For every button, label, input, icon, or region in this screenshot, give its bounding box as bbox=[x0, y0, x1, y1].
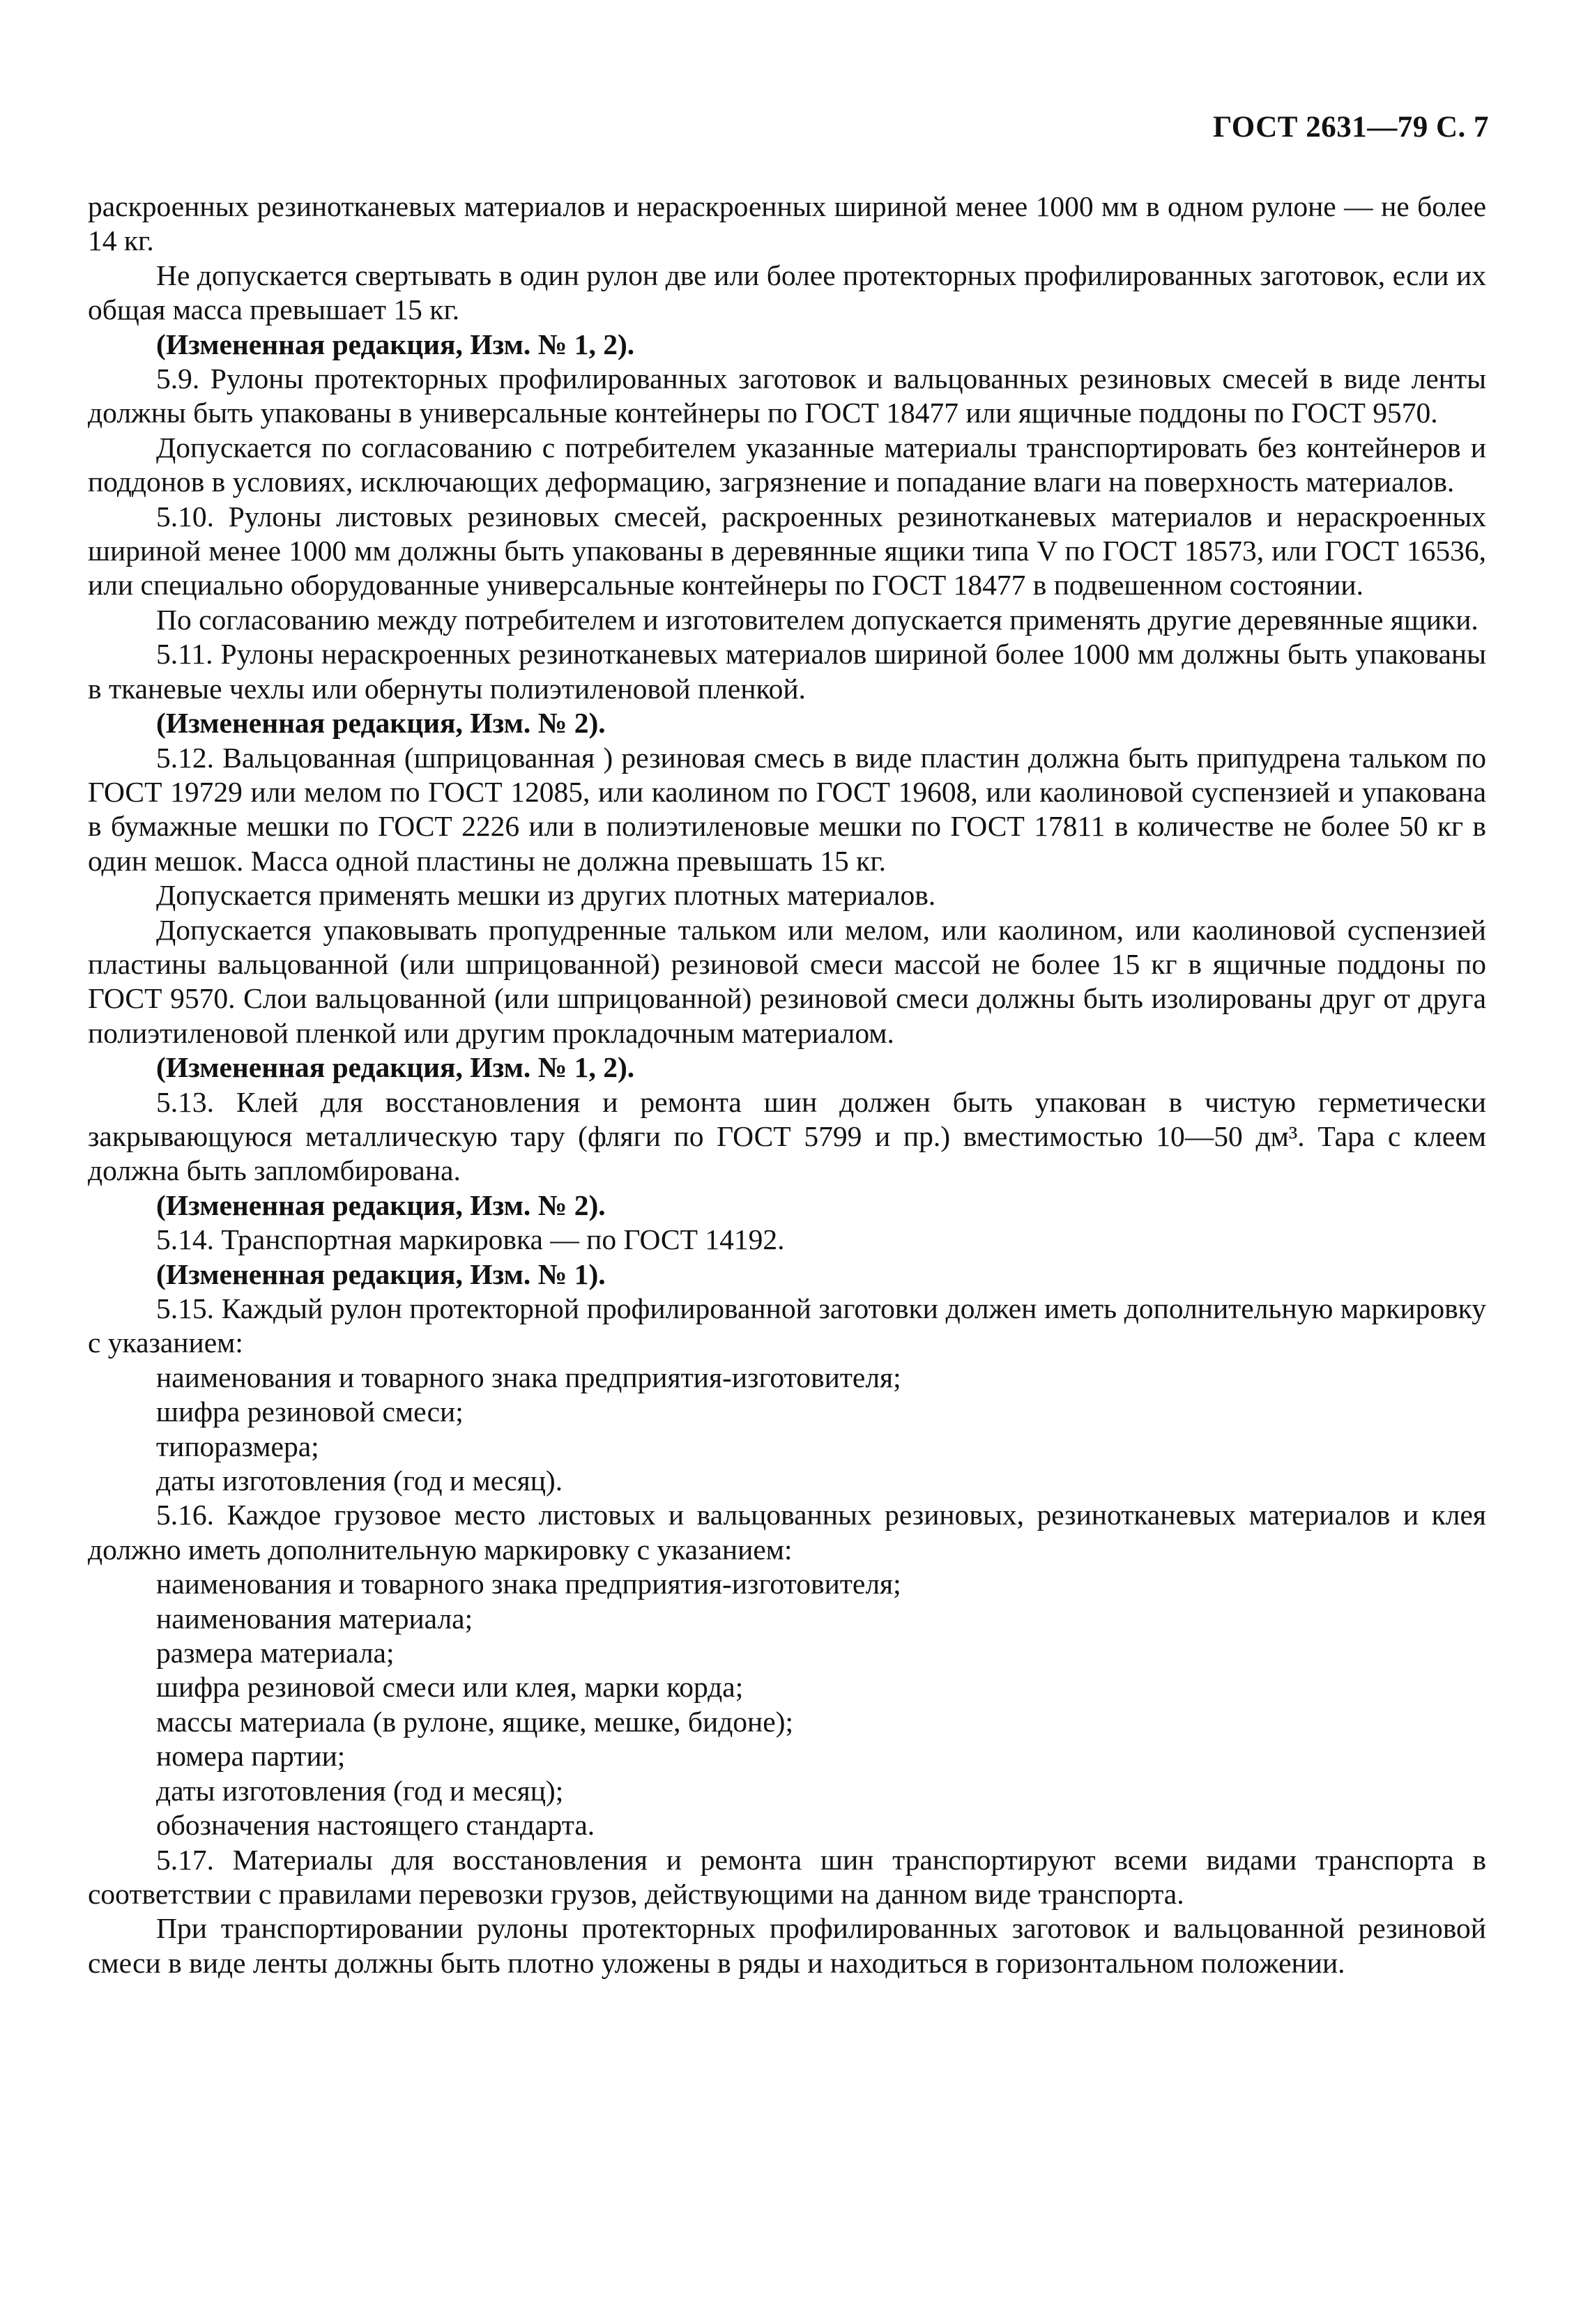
list-item: наименования материала; bbox=[156, 1602, 473, 1635]
paragraph: Допускается применять мешки из других плотных материалов. bbox=[156, 879, 936, 912]
paragraph: Допускается упаковывать пропудренные тальком или мелом, или каолином, или каолиновой суспензией пластины вальцованной (или шприцованной) резиновой смеси массой не более 15 кг в ящичные поддоны по ГОСТ 9570. Слои вальцованной (или шприцованной) резиновой смеси должны быть изолированы друг от друга полиэтиленовой пленкой или другим прокладочным материалом. bbox=[88, 913, 1486, 1049]
revision-note: (Измененная редакция, Изм. № 1, 2). bbox=[156, 328, 635, 360]
revision-note: (Измененная редакция, Изм. № 2). bbox=[156, 1188, 606, 1221]
revision-note: (Измененная редакция, Изм. № 1). bbox=[156, 1257, 606, 1290]
paragraph: 5.13. Клей для восстановления и ремонта шин должен быть упакован в чистую герметически закрывающуюся металлическую тару (фляги по ГОСТ 5799 и пр.) вместимостью 10—50 дм³. Тара с клеем должна быть запломбирована. bbox=[88, 1085, 1486, 1187]
list-item: номера партии; bbox=[156, 1740, 346, 1773]
paragraph: 5.12. Вальцованная (шприцованная ) резиновая смесь в виде пластин должна быть припудрена тальком по ГОСТ 19729 или мелом по ГОСТ 12085, или каолином по ГОСТ 19608, или каолиновой суспензией и упакована в бумажные мешки по ГОСТ 2226 или в полиэтиленовые мешки по ГОСТ 17811 в количестве не более 50 кг в один мешок. Масса одной пластины не должна превышать 15 кг. bbox=[88, 741, 1486, 877]
list-item: типоразмера; bbox=[156, 1430, 319, 1462]
list-item: даты изготовления (год и месяц); bbox=[156, 1774, 564, 1807]
list-item: наименования и товарного знака предприятия-изготовителя; bbox=[156, 1361, 901, 1393]
paragraph: По согласованию между потребителем и изготовителем допускается применять другие деревянные ящики. bbox=[156, 603, 1479, 636]
list-item: обозначения настоящего стандарта. bbox=[156, 1809, 595, 1842]
paragraph: 5.9. Рулоны протекторных профилированных заготовок и вальцованных резиновых смесей в виде ленты должны быть упакованы в универсальные контейнеры по ГОСТ 18477 или ящичные поддоны по ГОСТ 9570. bbox=[88, 362, 1486, 429]
paragraph: При транспортировании рулоны протекторных профилированных заготовок и вальцованной резиновой смеси в виде ленты должны быть плотно уложены в ряды и находиться в горизонтальном положении. bbox=[88, 1912, 1486, 1979]
document-body bbox=[88, 190, 1486, 1980]
paragraph: 5.14. Транспортная маркировка — по ГОСТ 14192. bbox=[156, 1223, 785, 1256]
list-item: шифра резиновой смеси или клея, марки корда; bbox=[156, 1671, 744, 1704]
paragraph: 5.10. Рулоны листовых резиновых смесей, раскроенных резинотканевых материалов и нераскроенных шириной менее 1000 мм должны быть упакованы в деревянные ящики типа V по ГОСТ 18573, или ГОСТ 16536, или специально оборудованные универсальные контейнеры по ГОСТ 18477 в подвешенном состоянии. bbox=[88, 500, 1486, 602]
list-item: даты изготовления (год и месяц). bbox=[156, 1465, 563, 1497]
paragraph: 5.15. Каждый рулон протекторной профилированной заготовки должен иметь дополнительную маркировку с указанием: bbox=[88, 1292, 1486, 1359]
paragraph: 5.16. Каждое грузовое место листовых и вальцованных резиновых, резинотканевых материалов и клея должно иметь дополнительную маркировку с указанием: bbox=[88, 1499, 1486, 1566]
revision-note: (Измененная редакция, Изм. № 2). bbox=[156, 707, 606, 740]
continued-paragraph: раскроенных резинотканевых материалов и нераскроенных шириной менее 1000 мм в одном рулоне — не более 14 кг. bbox=[88, 190, 1486, 257]
list-item: наименования и товарного знака предприятия-изготовителя; bbox=[156, 1568, 901, 1600]
paragraph: 5.11. Рулоны нераскроенных резинотканевых материалов шириной более 1000 мм должны быть упакованы в тканевые чехлы или обернуты полиэтиленовой пленкой. bbox=[88, 638, 1486, 705]
list-item: размера материала; bbox=[156, 1637, 395, 1669]
paragraph: Допускается по согласованию с потребителем указанные материалы транспортировать без контейнеров и поддонов в условиях, исключающих деформацию, загрязнение и попадание влаги на поверхность материалов. bbox=[88, 431, 1486, 498]
list-item: массы материала (в рулоне, ящике, мешке, бидоне); bbox=[156, 1705, 794, 1738]
paragraph: Не допускается свертывать в один рулон две или более протекторных профилированных заготовок, если их общая масса превышает 15 кг. bbox=[88, 259, 1486, 326]
list-item: шифра резиновой смеси; bbox=[156, 1396, 464, 1428]
page-header: ГОСТ 2631—79 С. 7 bbox=[1212, 111, 1489, 144]
paragraph: 5.17. Материалы для восстановления и ремонта шин транспортируют всеми видами транспорта в соответствии с правилами перевозки грузов, действующими на данном виде транспорта. bbox=[88, 1843, 1486, 1910]
revision-note: (Измененная редакция, Изм. № 1, 2). bbox=[156, 1051, 635, 1084]
